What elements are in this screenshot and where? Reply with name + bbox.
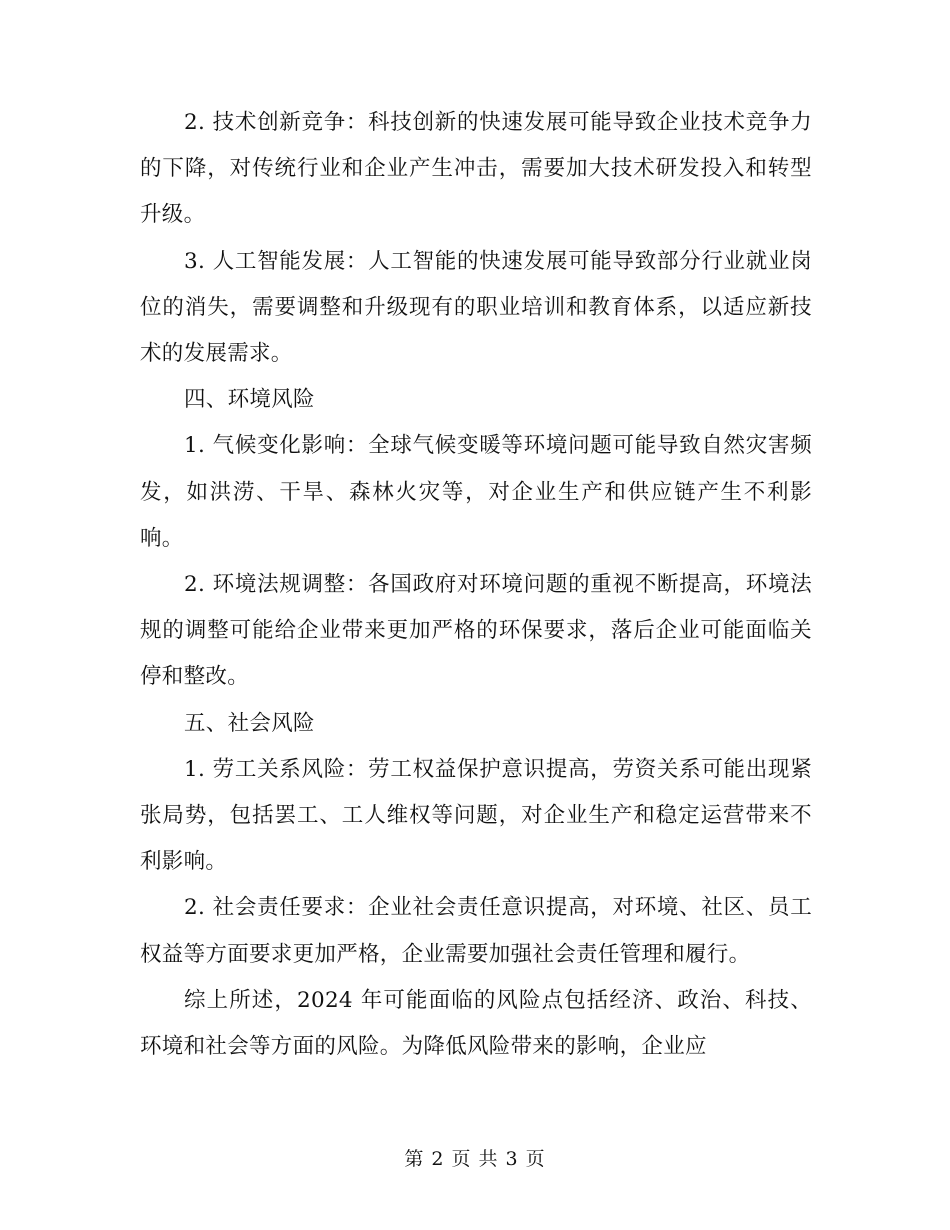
- paragraph-environmental-regulation: 2. 环境法规调整：各国政府对环境问题的重视不断提高，环境法规的调整可能给企业带来更加严格的环保要求，落后企业可能面临关停和整改。: [140, 572, 812, 690]
- page-number-footer: 第 2 页 共 3 页: [404, 1148, 546, 1170]
- paragraph-labor-relations: 1. 劳工关系风险：劳工权益保护意识提高，劳资关系可能出现紧张局势，包括罢工、工人维权等问题，对企业生产和稳定运营带来不利影响。: [140, 756, 812, 875]
- paragraph-ai-development: 3. 人工智能发展：人工智能的快速发展可能导致部分行业就业岗位的消失，需要调整和升级现有的职业培训和教育体系，以适应新技术的发展需求。: [140, 248, 812, 367]
- paragraph-tech-innovation: 2. 技术创新竞争：科技创新的快速发展可能导致企业技术竞争力的下降，对传统行业和企业产生冲击，需要加大技术研发投入和转型升级。: [140, 110, 812, 228]
- paragraph-social-responsibility: 2. 社会责任要求：企业社会责任意识提高，对环境、社区、员工权益等方面要求更加严格，企业需要加强社会责任管理和履行。: [140, 895, 812, 967]
- section-heading-social: 五、社会风险: [184, 710, 315, 736]
- paragraph-summary: 综上所述，2024 年可能面临的风险点包括经济、政治、科技、环境和社会等方面的风险。为降低风险带来的影响，企业应: [140, 987, 812, 1060]
- section-heading-environment: 四、环境风险: [184, 387, 315, 413]
- document-body: [140, 100, 812, 1070]
- paragraph-climate-change: 1. 气候变化影响：全球气候变暖等环境问题可能导致自然灾害频发，如洪涝、干旱、森林火灾等，对企业生产和供应链产生不利影响。: [140, 433, 812, 551]
